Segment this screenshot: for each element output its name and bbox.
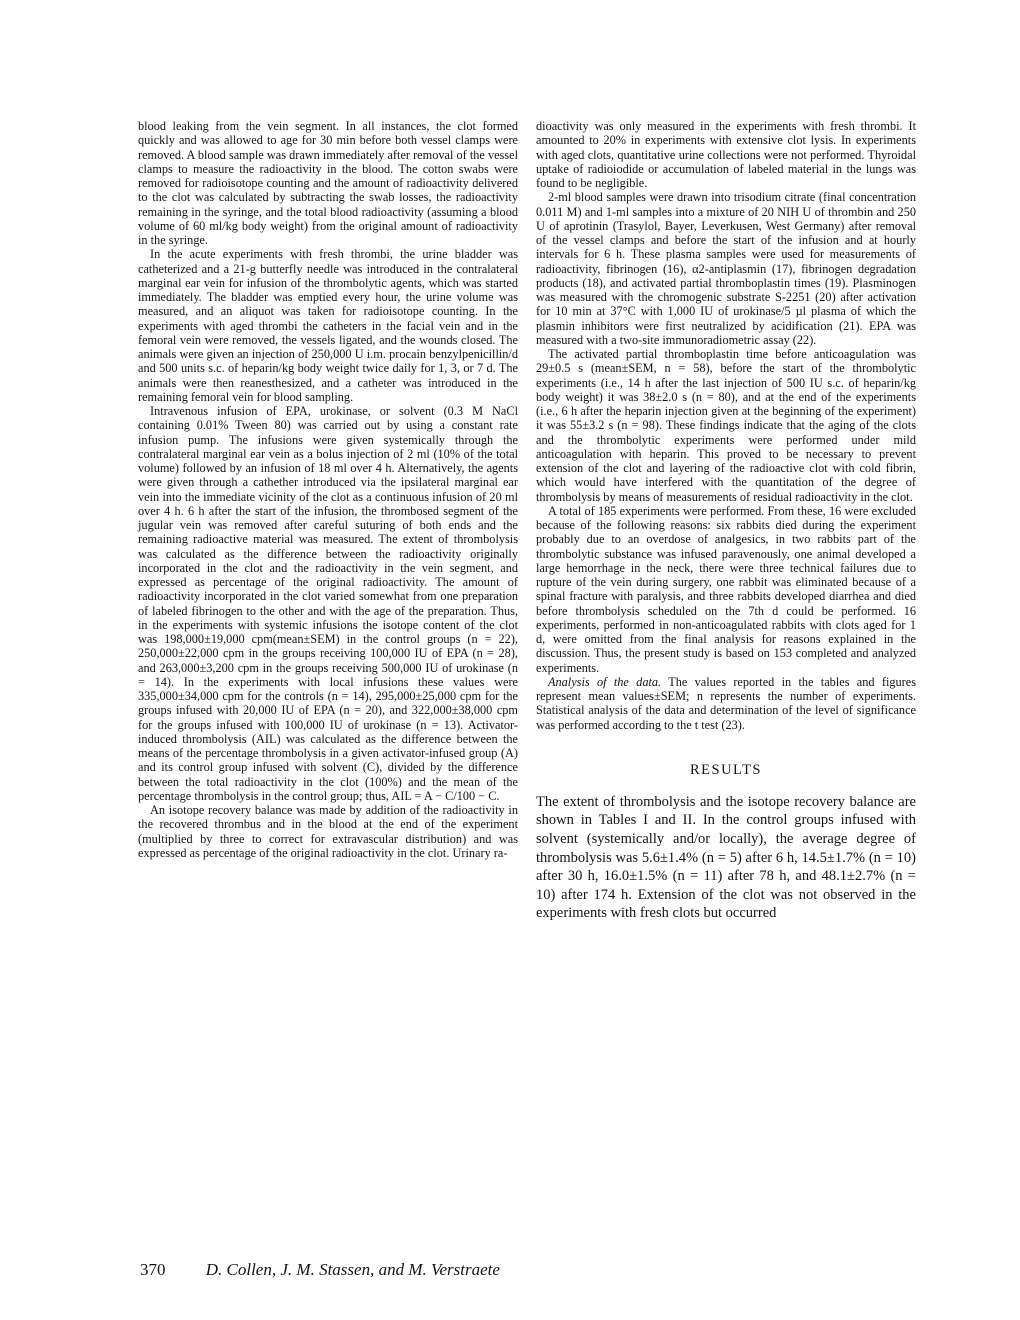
left-column — [138, 119, 518, 860]
paragraph: blood leaking from the vein segment. In all instances, the clot formed quickly and was allowed to age for 30 min before both vessel clamps were removed. A blood sample was drawn immediately after removal of the vessel clamps to measure the radioactivity in the blood. The cotton swabs were removed for radioisotope counting and the amount of radioactivity delivered to the clot was calculated by subtracting the swab losses, the radioactivity remaining in the syringe, and the total blood radioactivity (assuming a blood volume of 60 ml/kg body weight) from the original amount of radioactivity in the syringe. — [138, 119, 518, 247]
paragraph: An isotope recovery balance was made by addition of the radioactivity in the recovered thrombus and in the blood at the end of the experiment (multiplied by three to correct for extravascular distribution) and was expressed as percentage of the original radioactivity in the clot. Urinary ra- — [138, 803, 518, 860]
page-footer — [140, 1260, 500, 1280]
paragraph: In the acute experiments with fresh thrombi, the urine bladder was catheterized and a 21-g butterfly needle was introduced in the contralateral marginal ear vein for infusion of the thrombolytic agents, which was started immediately. The bladder was emptied every hour, the urine volume was measured, and an aliquot was taken for radioisotope counting. In the experiments with aged thrombi the catheters in the facial vein and in the femoral vein were removed, the vessels ligated, and the wounds closed. The animals were given an injection of 250,000 U i.m. procain benzylpenicillin/d and 500 units s.c. of heparin/kg body weight twice daily for 1, 3, or 7 d. The animals were then reanesthesized, and a catheter was introduced in the remaining femoral vein for blood sampling. — [138, 247, 518, 404]
page-number: 370 — [140, 1260, 166, 1279]
analysis-subheading: Analysis of the data. — [548, 674, 662, 689]
paragraph: dioactivity was only measured in the experiments with fresh thrombi. It amounted to 20% in experiments with extensive clot lysis. In experiments with aged clots, quantitative urine collections were not performed. Thyroidal uptake of radioiodide or accumulation of labeled material in the lungs was found to be negligible. — [536, 119, 916, 190]
right-column — [536, 119, 916, 923]
analysis-text: The values reported in the tables and figures represent mean values±SEM; n represents the number of experiments. Statistical analysis of the data and determination of the level of significance was performed according to the t test (23). — [536, 674, 916, 732]
running-authors: D. Collen, J. M. Stassen, and M. Verstraete — [205, 1260, 500, 1279]
results-paragraph: The extent of thrombolysis and the isotope recovery balance are shown in Tables I and II. In the control groups infused with solvent (systemically and/or locally), the average degree of thrombolysis was 5.6±1.4% (n = 5) after 6 h, 14.5±1.7% (n = 10) after 30 h, 16.0±1.5% (n = 11) after 78 h, and 48.1±2.7% (n = 10) after 174 h. Extension of the clot was not observed in the experiments with fresh clots but occurred — [536, 793, 916, 922]
results-heading: RESULTS — [689, 761, 762, 778]
paragraph: Intravenous infusion of EPA, urokinase, or solvent (0.3 M NaCl containing 0.01% Tween 80) was carried out by using a constant rate infusion pump. The infusions were given systemically through the contralateral marginal ear vein as a bolus injection of 2 ml (10% of the total volume) followed by an infusion of 18 ml over 4 h. Alternatively, the agents were given through a cathether introduced via the ipsilateral marginal ear vein into the immediate vicinity of the clot as a continuous infusion of 20 ml over 4 h. 6 h after the start of the infusion, the thrombosed segment of the jugular vein was removed after careful suturing of both ends and the remaining radioactive material was measured. The extent of thrombolysis was calculated as the difference between the radioactivity originally incorporated in the clot and the radioactivity in the vein segment, and expressed as percentage of the original radioactivity. The amount of radioactivity incorporated in the clot varied somewhat from one preparation of labeled fibrinogen to the other and with the age of the preparation. Thus, in the experiments with systemic infusions the isotope content of the clot was 198,000±19,000 cpm(mean±SEM) in the control groups (n = 22), 250,000±22,000 cpm in the groups receiving 100,000 IU of EPA (n = 28), and 263,000±3,200 cpm in the groups receiving 500,000 IU of urokinase (n = 14). In the experiments with local infusions these values were 335,000±34,000 cpm for the controls (n = 14), 295,000±25,000 cpm for the groups infused with 20,000 IU of EPA (n = 20), and 322,000±38,000 cpm for the groups infused with 100,000 IU of urokinase (n = 13). Activator-induced thrombolysis (AIL) was calculated as the difference between the means of the percentage thrombolysis in a given activator-infused group (A) and its control group infused with solvent (C), divided by the difference between the total radioactivity in the clot (100%) and the mean of the percentage thrombolysis in the control group; thus, AIL = A − C/100 − C. — [138, 404, 518, 803]
paragraph: A total of 185 experiments were performed. From these, 16 were excluded because of the following reasons: six rabbits died during the experiment probably due to an overdose of analgesics, in two rabbits part of the thrombolytic substance was infused paravenously, one animal developed a large hemorrhage in the neck, there were three technical failures due to rupture of the vein during surgery, one rabbit was eliminated because of a spinal fracture with paralysis, and three rabbits developed diarrhea and died before thrombolysis scheduled on the 7th d could be performed. 16 experiments, performed in non-anticoagulated rabbits with clots aged for 1 d, were omitted from the final analysis for reasons explained in the discussion. Thus, the present study is based on 153 completed and analyzed experiments. — [536, 503, 916, 675]
paragraph: The activated partial thromboplastin time before anticoagulation was 29±0.5 s (mean±SEM, n = 58), before the start of the thrombolytic experiments (i.e., 14 h after the last injection of 500 IU s.c. of heparin/kg body weight) it was 38±2.0 s (n = 80), and at the end of the experiments (i.e., 6 h after the heparin injection given at the beginning of the experiment) it was 55±3.2 s (n = 98). These findings indicate that the aging of the clots and the thrombolytic experiments were performed under mild anticoagulation with heparin. This proved to be necessary to prevent extension of the clot and layering of the radioactive clot with cold fibrin, which would have interfered with the quantitation of the degree of thrombolysis by means of measurements of residual radioactivity in the clot. — [536, 347, 916, 504]
analysis-paragraph — [536, 675, 916, 732]
paragraph: 2-ml blood samples were drawn into trisodium citrate (final concentration 0.011 M) and 1-ml samples into a mixture of 20 NIH U of thrombin and 250 U of aprotinin (Trasylol, Bayer, Leverkusen, West Germany) after removal of the vessel clamps and before the start of the infusion and at hourly intervals for 6 h. These plasma samples were used for measurements of radioactivity, fibrinogen (16), α2-antiplasmin (17), fibrinogen degradation products (18), and activated partial thromboplastin times (19). Plasminogen was measured with the chromogenic substrate S-2251 (20) after activation for 10 min at 37°C with 1,000 IU of urokinase/5 µl plasma of which the plasmin inhibitors were first neutralized by acidification (21). EPA was measured with a two-site immunoradiometric assay (22). — [536, 190, 916, 347]
